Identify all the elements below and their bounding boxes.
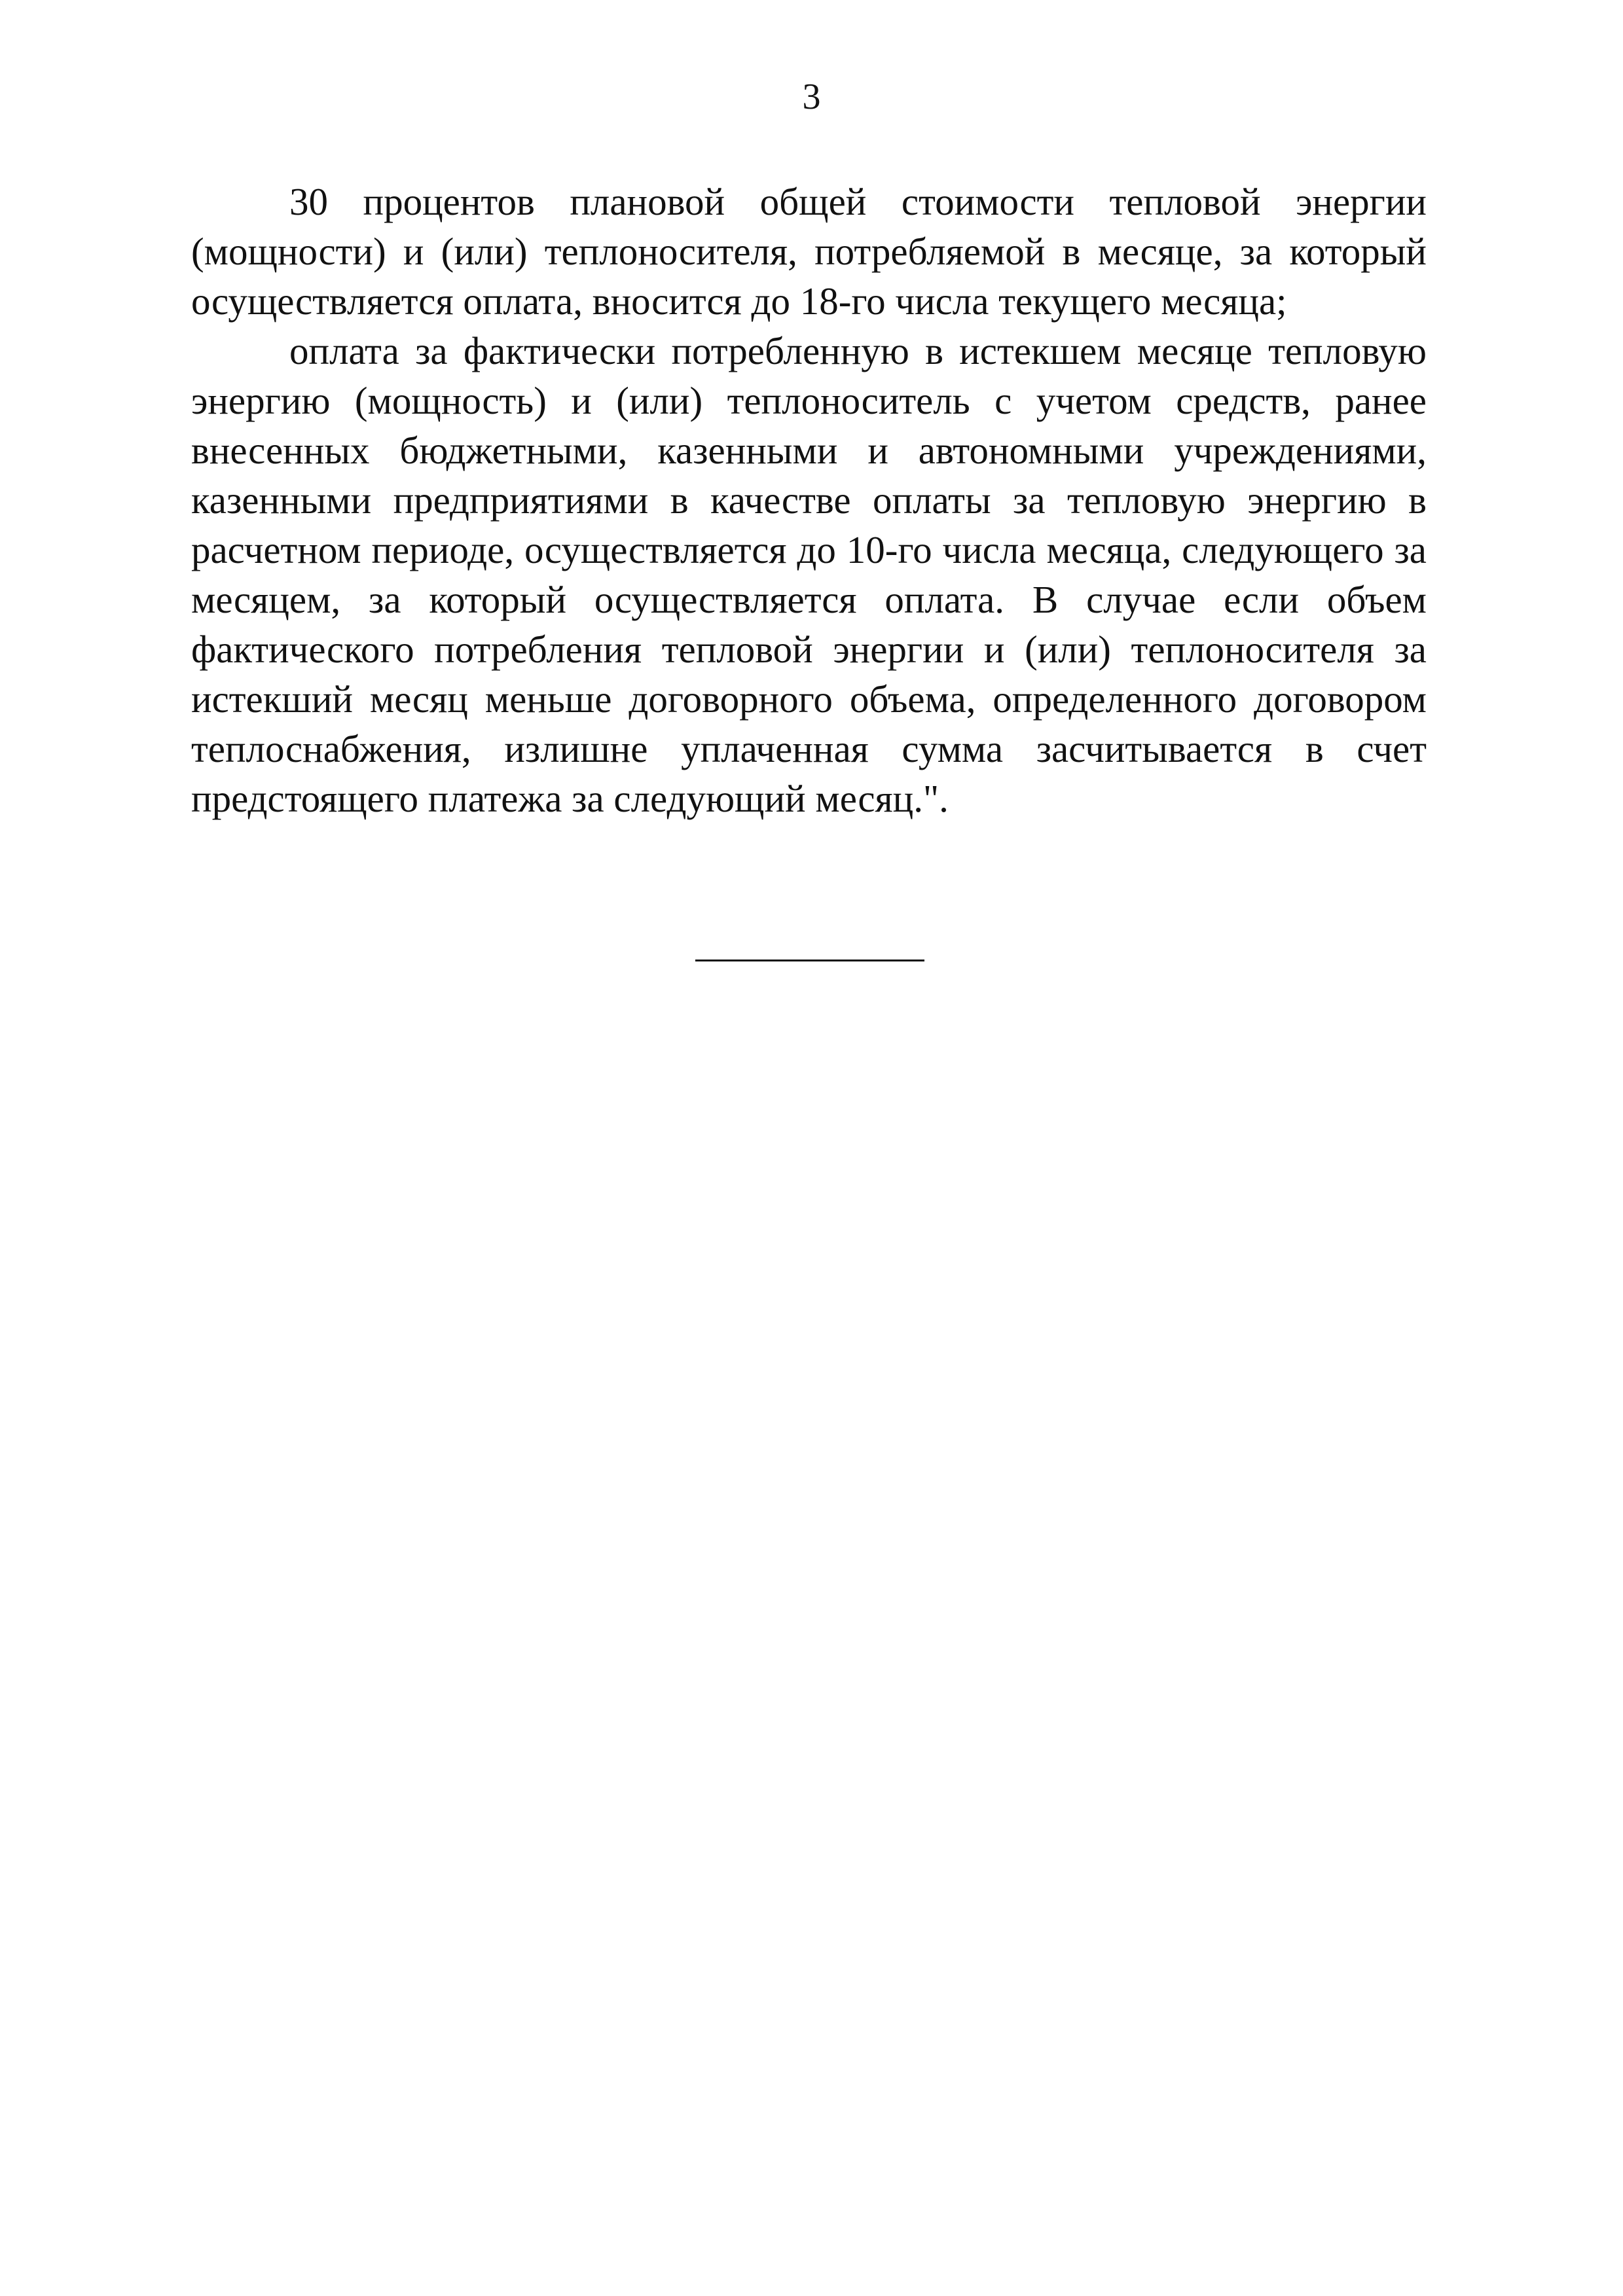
page-number: 3 — [802, 77, 821, 117]
paragraph-payment-advance: 30 процентов плановой общей стоимости тепловой энергии (мощности) и (или) теплоносителя, потребляемой в месяце, за который осуществляется оплата, вносится до 18-го числа текущего месяца; — [191, 180, 1427, 323]
document-body — [191, 177, 1427, 823]
closing-divider — [695, 960, 924, 961]
paragraph-payment-actual: оплата за фактически потребленную в истекшем месяце тепловую энергию (мощность) и (или) теплоноситель с учетом средств, ранее внесенных бюджетными, казенными и автономными учреждениями, казенными предприятиями в качестве оплаты за тепловую энергию в расчетном периоде, осуществляется до 10-го числа месяца, следующего за месяцем, за который осуществляется оплата. В случае если объем фактического потребления тепловой энергии и (или) теплоносителя за истекший месяц меньше договорного объема, определенного договором теплоснабжения, излишне уплаченная сумма засчитывается в счет предстоящего платежа за следующий месяц.". — [191, 329, 1427, 820]
